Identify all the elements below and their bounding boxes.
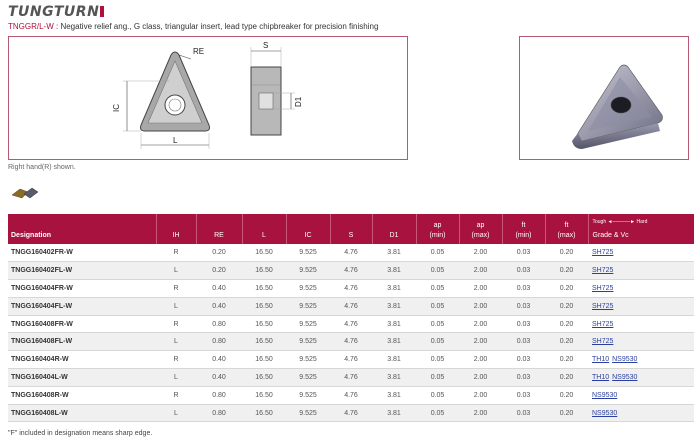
apmax-cell: 2.00 — [459, 244, 502, 262]
s-cell: 4.76 — [330, 315, 372, 333]
apmin-cell: 0.05 — [416, 244, 459, 262]
table-row — [8, 369, 694, 387]
apmax-cell: 2.00 — [459, 280, 502, 298]
d1-cell: 3.81 — [372, 386, 416, 404]
l-cell: 16.50 — [242, 369, 286, 387]
table-row — [8, 244, 694, 262]
l-cell: 16.50 — [242, 244, 286, 262]
apmax-cell: 2.00 — [459, 333, 502, 351]
apmin-cell: 0.05 — [416, 369, 459, 387]
grade-link[interactable]: NS9530 — [612, 356, 638, 364]
l-cell: 16.50 — [242, 333, 286, 351]
re-cell: 0.40 — [196, 280, 242, 298]
grade-cell — [588, 386, 694, 404]
tough-hard-scale: Tough ◄─────► Hard — [592, 219, 648, 225]
technical-drawing-panel — [8, 36, 408, 160]
ftmax-cell: 0.20 — [545, 262, 588, 280]
ftmax-cell: 0.20 — [545, 297, 588, 315]
l-cell: 16.50 — [242, 297, 286, 315]
d1-cell: 3.81 — [372, 280, 416, 298]
logo-accent-bar — [100, 6, 104, 17]
designation-cell: TNGG160402FL-W — [8, 262, 156, 280]
re-cell: 0.80 — [196, 404, 242, 422]
apmin-cell: 0.05 — [416, 333, 459, 351]
designation-cell: TNGG160404L-W — [8, 369, 156, 387]
ih-cell: L — [156, 333, 196, 351]
ih-cell: L — [156, 404, 196, 422]
insert-photo — [520, 37, 690, 161]
ftmin-cell: 0.03 — [502, 297, 545, 315]
grade-cell — [588, 280, 694, 298]
ftmax-cell: 0.20 — [545, 315, 588, 333]
ih-cell: R — [156, 315, 196, 333]
table-row — [8, 386, 694, 404]
ic-cell: 9.525 — [286, 297, 330, 315]
re-cell: 0.40 — [196, 297, 242, 315]
l-cell: 16.50 — [242, 262, 286, 280]
d1-cell: 3.81 — [372, 244, 416, 262]
ftmin-cell: 0.03 — [502, 404, 545, 422]
grade-cell — [588, 262, 694, 280]
col-l: L — [242, 214, 286, 244]
label-d1: D1 — [294, 96, 303, 107]
grade-link[interactable]: NS9530 — [592, 391, 618, 399]
grade-link[interactable]: SH725 — [592, 338, 614, 346]
ftmax-cell: 0.20 — [545, 369, 588, 387]
table-row — [8, 351, 694, 369]
ftmin-cell: 0.03 — [502, 351, 545, 369]
s-cell: 4.76 — [330, 369, 372, 387]
insert-thumbnail-icon — [10, 186, 40, 205]
d1-cell: 3.81 — [372, 333, 416, 351]
s-cell: 4.76 — [330, 280, 372, 298]
col-ih: IH — [156, 214, 196, 244]
table-row — [8, 404, 694, 422]
s-cell: 4.76 — [330, 262, 372, 280]
grade-cell — [588, 297, 694, 315]
s-cell: 4.76 — [330, 386, 372, 404]
l-cell: 16.50 — [242, 404, 286, 422]
l-cell: 16.50 — [242, 351, 286, 369]
ftmin-cell: 0.03 — [502, 369, 545, 387]
col-designation: Designation — [8, 214, 156, 244]
footnote: "F" included in designation means sharp edge. — [8, 430, 153, 437]
ih-cell: R — [156, 244, 196, 262]
l-cell: 16.50 — [242, 386, 286, 404]
apmin-cell: 0.05 — [416, 297, 459, 315]
brand-logo: TUNGTURN — [8, 4, 104, 20]
ic-cell: 9.525 — [286, 333, 330, 351]
apmin-cell: 0.05 — [416, 280, 459, 298]
series-description: : Negative relief ang., G class, triangular insert, lead type chipbreaker for precision finishing — [53, 22, 379, 31]
ic-cell: 9.525 — [286, 369, 330, 387]
series-code: TNGGR/L-W — [8, 22, 54, 31]
d1-cell: 3.81 — [372, 262, 416, 280]
s-cell: 4.76 — [330, 404, 372, 422]
s-cell: 4.76 — [330, 333, 372, 351]
designation-cell: TNGG160408FL-W — [8, 333, 156, 351]
grade-cell — [588, 315, 694, 333]
ftmax-cell: 0.20 — [545, 404, 588, 422]
grade-cell — [588, 351, 694, 369]
grade-link[interactable]: TH10 — [592, 373, 610, 381]
designation-cell: TNGG160404FR-W — [8, 280, 156, 298]
ic-cell: 9.525 — [286, 351, 330, 369]
ih-cell: R — [156, 386, 196, 404]
designation-cell: TNGG160404R-W — [8, 351, 156, 369]
ftmax-cell: 0.20 — [545, 386, 588, 404]
col-s: S — [330, 214, 372, 244]
apmin-cell: 0.05 — [416, 262, 459, 280]
designation-cell: TNGG160408L-W — [8, 404, 156, 422]
col-grade: Tough ◄─────► Hard Grade & Vc — [588, 214, 694, 244]
apmax-cell: 2.00 — [459, 297, 502, 315]
label-s: S — [263, 41, 269, 50]
grade-link[interactable]: TH10 — [592, 356, 610, 364]
table-header-row — [8, 214, 694, 244]
label-l: L — [173, 136, 178, 145]
ftmin-cell: 0.03 — [502, 333, 545, 351]
hand-note: Right hand(R) shown. — [8, 164, 76, 171]
apmax-cell: 2.00 — [459, 351, 502, 369]
re-cell: 0.40 — [196, 351, 242, 369]
insert-spec-table — [8, 214, 694, 422]
re-cell: 0.40 — [196, 369, 242, 387]
grade-cell — [588, 369, 694, 387]
table-row — [8, 297, 694, 315]
d1-cell: 3.81 — [372, 297, 416, 315]
l-cell: 16.50 — [242, 315, 286, 333]
re-cell: 0.80 — [196, 315, 242, 333]
col-re: RE — [196, 214, 242, 244]
grade-link[interactable]: NS9530 — [592, 409, 618, 417]
ftmax-cell: 0.20 — [545, 333, 588, 351]
label-re: RE — [193, 47, 205, 56]
ftmin-cell: 0.03 — [502, 244, 545, 262]
grade-link[interactable]: SH725 — [592, 249, 614, 257]
apmax-cell: 2.00 — [459, 315, 502, 333]
ic-cell: 9.525 — [286, 244, 330, 262]
ftmax-cell: 0.20 — [545, 244, 588, 262]
ih-cell: R — [156, 351, 196, 369]
designation-cell: TNGG160402FR-W — [8, 244, 156, 262]
ih-cell: L — [156, 369, 196, 387]
grade-cell — [588, 404, 694, 422]
ic-cell: 9.525 — [286, 404, 330, 422]
apmin-cell: 0.05 — [416, 315, 459, 333]
ftmin-cell: 0.03 — [502, 262, 545, 280]
apmin-cell: 0.05 — [416, 351, 459, 369]
label-ic: IC — [112, 104, 121, 112]
ftmax-cell: 0.20 — [545, 280, 588, 298]
apmax-cell: 2.00 — [459, 404, 502, 422]
ic-cell: 9.525 — [286, 280, 330, 298]
grade-link[interactable]: SH725 — [592, 284, 614, 292]
ftmin-cell: 0.03 — [502, 280, 545, 298]
product-photo-panel — [519, 36, 689, 160]
l-cell: 16.50 — [242, 280, 286, 298]
ic-cell: 9.525 — [286, 386, 330, 404]
d1-cell: 3.81 — [372, 351, 416, 369]
col-d1: D1 — [372, 214, 416, 244]
table-row — [8, 280, 694, 298]
ih-cell: L — [156, 297, 196, 315]
grade-cell — [588, 333, 694, 351]
designation-cell: TNGG160408FR-W — [8, 315, 156, 333]
col-ap-max: ap (max) — [459, 214, 502, 244]
designation-cell: TNGG160404FL-W — [8, 297, 156, 315]
table-row — [8, 333, 694, 351]
ftmin-cell: 0.03 — [502, 315, 545, 333]
apmax-cell: 2.00 — [459, 262, 502, 280]
apmin-cell: 0.05 — [416, 386, 459, 404]
s-cell: 4.76 — [330, 297, 372, 315]
grade-link[interactable]: SH725 — [592, 267, 614, 275]
ih-cell: R — [156, 280, 196, 298]
table-row — [8, 262, 694, 280]
re-cell: 0.80 — [196, 333, 242, 351]
designation-cell: TNGG160408R-W — [8, 386, 156, 404]
ic-cell: 9.525 — [286, 262, 330, 280]
re-cell: 0.80 — [196, 386, 242, 404]
d1-cell: 3.81 — [372, 315, 416, 333]
apmax-cell: 2.00 — [459, 369, 502, 387]
apmax-cell: 2.00 — [459, 386, 502, 404]
col-ic: IC — [286, 214, 330, 244]
ih-cell: L — [156, 262, 196, 280]
col-ft-max: ft (max) — [545, 214, 588, 244]
col-ap-min: ap (min) — [416, 214, 459, 244]
re-cell: 0.20 — [196, 262, 242, 280]
page-subtitle — [8, 22, 378, 31]
insert-drawing — [9, 37, 409, 161]
re-cell: 0.20 — [196, 244, 242, 262]
ic-cell: 9.525 — [286, 315, 330, 333]
grade-link[interactable]: SH725 — [592, 302, 614, 310]
col-ft-min: ft (min) — [502, 214, 545, 244]
apmin-cell: 0.05 — [416, 404, 459, 422]
grade-link[interactable]: SH725 — [592, 320, 614, 328]
s-cell: 4.76 — [330, 244, 372, 262]
d1-cell: 3.81 — [372, 369, 416, 387]
grade-cell — [588, 244, 694, 262]
table-row — [8, 315, 694, 333]
d1-cell: 3.81 — [372, 404, 416, 422]
grade-link[interactable]: NS9530 — [612, 373, 638, 381]
ftmax-cell: 0.20 — [545, 351, 588, 369]
s-cell: 4.76 — [330, 351, 372, 369]
ftmin-cell: 0.03 — [502, 386, 545, 404]
